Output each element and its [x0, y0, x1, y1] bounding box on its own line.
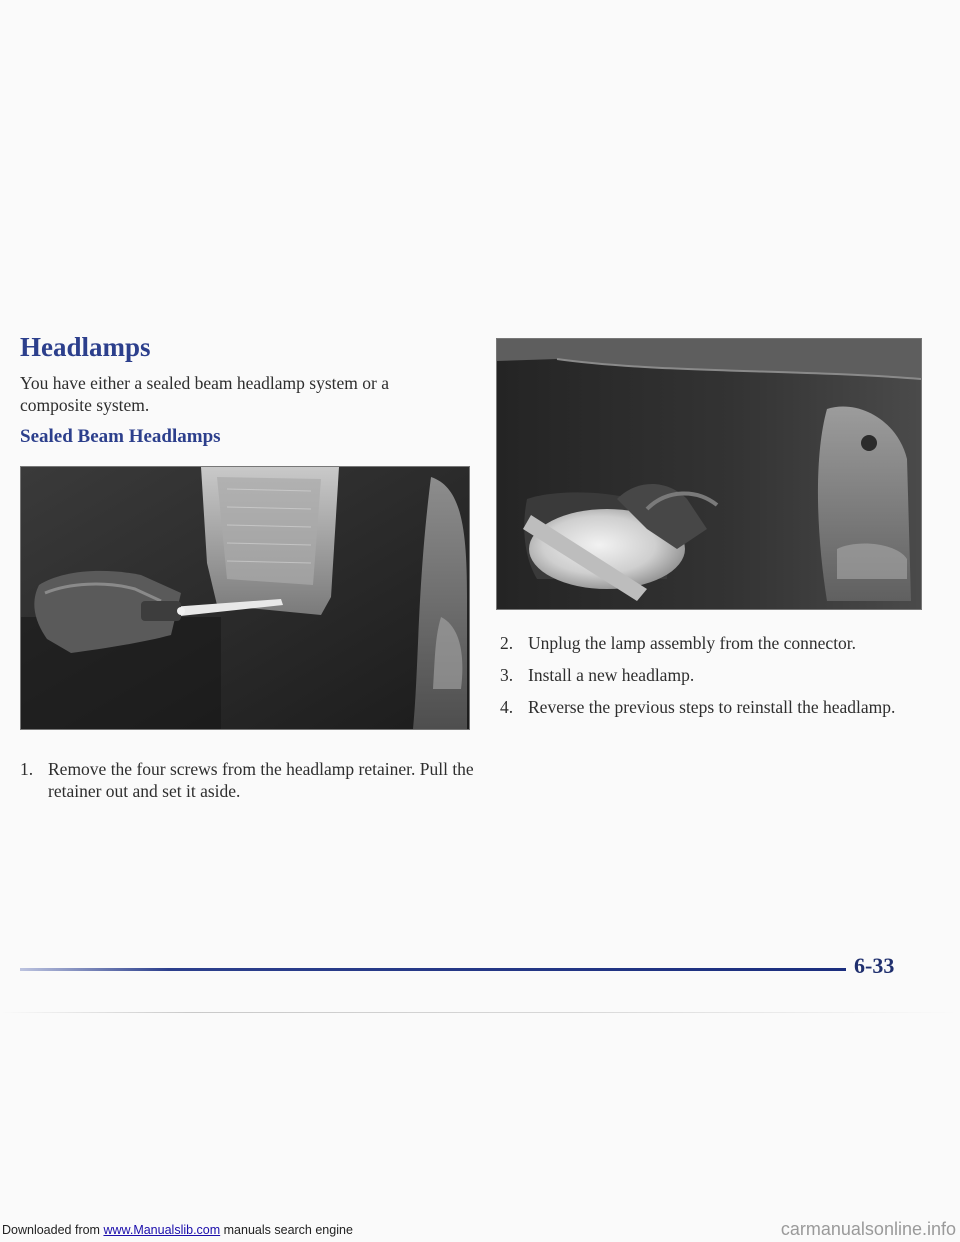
step-number: 1.: [20, 759, 34, 779]
step-item: [500, 664, 940, 686]
page-title: Headlamps: [20, 332, 151, 362]
headlamp-connector-photo: [496, 338, 922, 610]
step-item: [20, 758, 480, 802]
step-number: 4.: [500, 697, 514, 717]
manualslib-link[interactable]: www.Manualslib.com: [103, 1223, 221, 1237]
step-text: Reverse the previous steps to reinstall the headlamp.: [528, 697, 896, 717]
headlamp-screw-removal-photo: [20, 466, 470, 730]
footer-prefix: Downloaded from: [2, 1223, 100, 1237]
scan-divider: [0, 1012, 960, 1013]
step-text: Unplug the lamp assembly from the connector.: [528, 633, 857, 653]
watermark-text: carmanualsonline.info: [780, 1219, 956, 1239]
step-item: [500, 632, 940, 654]
download-footer: [2, 1223, 353, 1237]
step-number: 3.: [500, 665, 514, 685]
step-text: Install a new headlamp.: [528, 665, 695, 685]
steps-list-left: [20, 758, 480, 812]
step-text: Remove the four screws from the headlamp retainer. Pull the retainer out and set it aside.: [48, 759, 474, 801]
footer-suffix: manuals search engine: [220, 1223, 353, 1237]
step-item: [500, 696, 940, 718]
steps-list-right: [500, 632, 940, 728]
page-number: 6-33: [854, 953, 895, 978]
step-number: 2.: [500, 633, 514, 653]
intro-paragraph: You have either a sealed beam headlamp system or a composite system.: [20, 373, 390, 415]
section-subtitle: Sealed Beam Headlamps: [20, 426, 221, 447]
footer-rule: [20, 968, 846, 971]
